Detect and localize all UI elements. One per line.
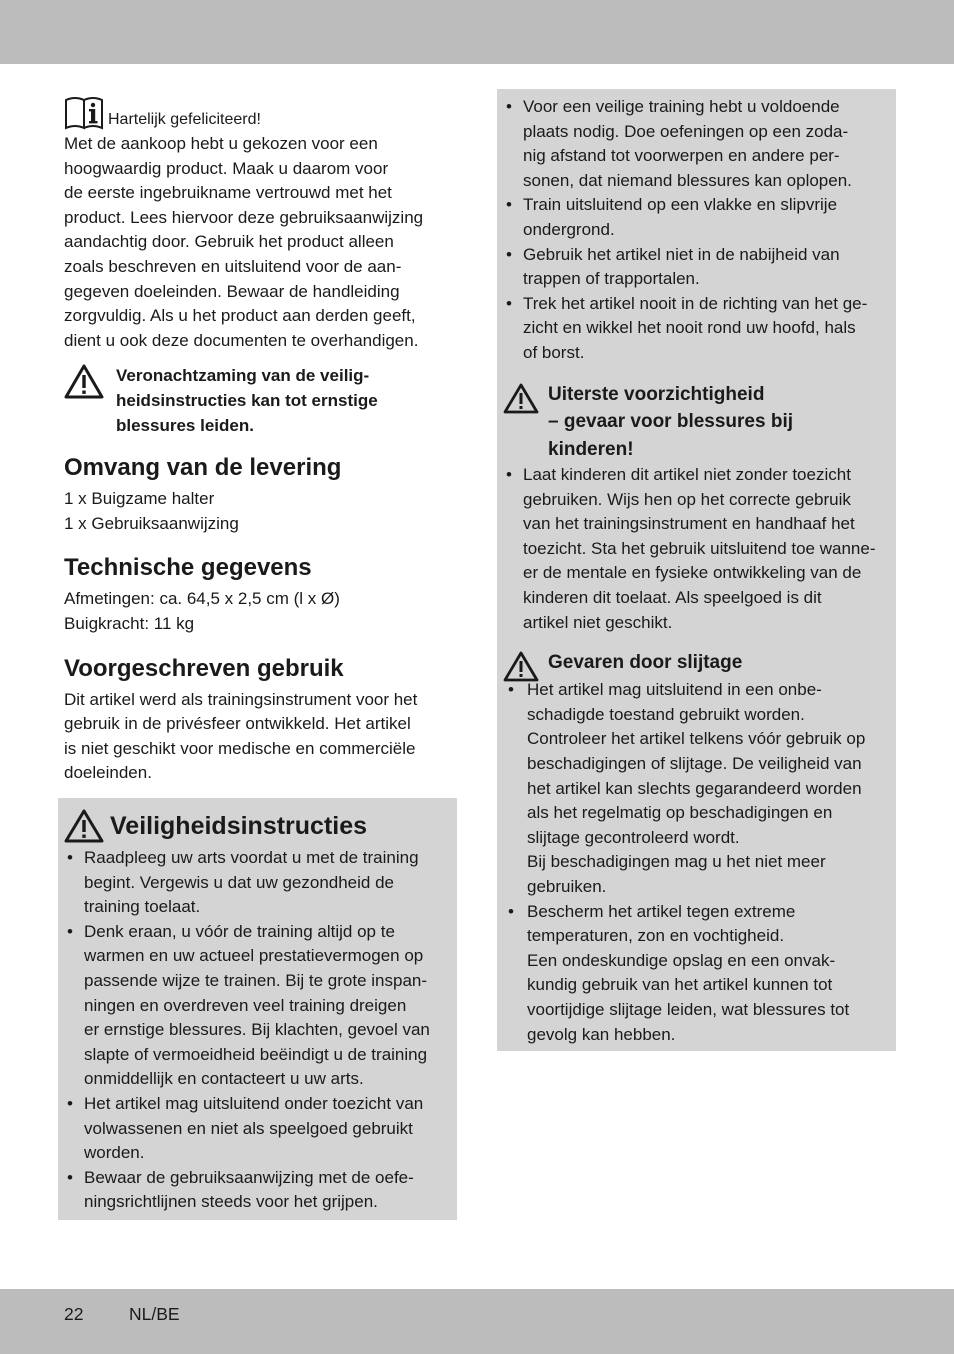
warning-triangle-icon <box>64 364 104 399</box>
line: voortijdige slijtage leiden, wat blessures tot <box>527 999 850 1019</box>
line: • Trek het artikel nooit in de richting van het ge- <box>523 293 868 313</box>
line: • Voor een veilige training hebt u voldoende <box>523 97 840 116</box>
intro-line: de eerste ingebruikname vertrouwd met het <box>64 183 392 203</box>
page-language: NL/BE <box>129 1304 180 1324</box>
line: of borst. <box>523 342 585 362</box>
intro-line: zorgvuldig. Als u het product aan derden geeft, <box>64 306 416 326</box>
line: warmen en uw actueel prestatievermogen op <box>84 946 424 966</box>
technisch-list <box>64 587 458 636</box>
list-item <box>503 678 896 899</box>
intro-line: product. Lees hiervoor deze gebruiksaanwijzing <box>64 207 424 227</box>
intro-line: hoogwaardig product. Maak u daarom voor <box>64 158 389 178</box>
line: er de mentale en fysieke ontwikkeling van de <box>523 563 862 583</box>
line: • Denk eraan, u vóór de training altijd op te <box>84 921 395 941</box>
omvang-item: 1 x Gebruiksaanwijzing <box>64 513 239 533</box>
line: zicht en wikkel het nooit rond uw hoofd, hals <box>523 318 856 338</box>
gebruik-heading: Voorgeschreven gebruik <box>64 654 344 682</box>
line: ningen en overdreven veel training dreigen <box>84 995 407 1015</box>
line: • Gebruik het artikel niet in de nabijheid van <box>523 244 840 264</box>
omvang-list <box>64 487 458 536</box>
line: gebruiken. Wijs hen op het correcte gebruik <box>523 489 851 509</box>
intro-warning <box>64 364 458 438</box>
list-item <box>503 95 896 193</box>
warning-triangle-icon <box>503 383 539 414</box>
page-number: 22 <box>64 1304 84 1324</box>
gebruik-line: is niet geschikt voor medische en commerciële <box>64 738 416 758</box>
line: onmiddellijk en contacteert u uw arts. <box>84 1069 364 1089</box>
line: Bij beschadigingen mag u het niet meer <box>527 852 826 872</box>
line: temperaturen, zon en vochtigheid. <box>527 926 785 946</box>
intro-greeting: Hartelijk gefeliciteerd! <box>108 111 261 128</box>
veiligheid-list <box>64 846 451 1215</box>
slijtage-heading: Gevaren door slijtage <box>548 652 743 674</box>
list-item <box>64 846 451 920</box>
line: beschadigingen of slijtage. De veiligheid van <box>527 753 862 773</box>
line: van het trainingsinstrument en handhaaf het <box>523 514 855 534</box>
left-column <box>64 96 458 786</box>
list-item <box>503 243 896 292</box>
technisch-heading: Technische gegevens <box>64 554 312 582</box>
line: gebruiken. <box>527 876 607 896</box>
line: plaats nodig. Doe oefeningen op een zoda- <box>523 121 849 141</box>
list-item <box>64 920 451 1092</box>
intro-line: dient u ook deze documenten te overhandigen. <box>64 330 419 350</box>
line: ondergrond. <box>523 219 615 239</box>
line: • Het artikel mag uitsluitend onder toezicht van <box>84 1093 424 1113</box>
line: slijtage gecontroleerd wordt. <box>527 827 740 847</box>
line: • Laat kinderen dit artikel niet zonder toezicht <box>523 465 851 485</box>
line: gevolg kan hebben. <box>527 1024 676 1044</box>
veiligheid-heading: Veiligheidsinstructies <box>110 812 368 840</box>
technisch-item: Buigkracht: 11 kg <box>64 613 195 633</box>
heading-line: – gevaar voor blessures bij <box>548 411 794 433</box>
line: • Het artikel mag uitsluitend in een onbe- <box>527 680 822 700</box>
kinderen-list <box>503 463 896 635</box>
list-item <box>503 463 896 635</box>
list-item <box>503 900 896 1048</box>
intro-text <box>64 132 458 353</box>
right-safety-list <box>503 95 896 366</box>
omvang-item: 1 x Buigzame halter <box>64 489 215 509</box>
line: volwassenen en niet als speelgoed gebruikt <box>84 1118 413 1138</box>
line: het artikel kan slechts gegarandeerd worden <box>527 778 862 798</box>
line: begint. Vergewis u dat uw gezondheid de <box>84 872 395 892</box>
line: passende wijze te trainen. Bij te grote inspan- <box>84 970 428 990</box>
omvang-heading: Omvang van de levering <box>64 454 342 482</box>
line: • Raadpleeg uw arts voordat u met de training <box>84 848 419 867</box>
line: Controleer het artikel telkens vóór gebruik op <box>527 729 866 749</box>
heading-line: Uiterste voorzichtigheid <box>548 383 765 405</box>
right-column-box <box>497 89 896 1051</box>
kinderen-heading-row <box>503 381 896 464</box>
warning-triangle-icon <box>64 809 104 843</box>
line: kinderen dit toelaat. Als speelgoed is dit <box>523 588 822 607</box>
warning-line: Veronachtzaming van de veilig- <box>116 366 370 386</box>
intro-line: aandachtig door. Gebruik het product alleen <box>64 232 394 252</box>
line: artikel niet geschikt. <box>523 612 673 632</box>
line: er ernstige blessures. Bij klachten, gevoel van <box>84 1020 430 1040</box>
gebruik-text <box>64 688 458 786</box>
gebruik-line: Dit artikel werd als trainingsinstrument voor het <box>64 689 418 709</box>
warning-line: blessures leiden. <box>116 415 254 435</box>
line: kundig gebruik van het artikel kunnen tot <box>527 975 833 995</box>
technisch-item: Afmetingen: ca. 64,5 x 2,5 cm (l x Ø) <box>64 589 340 609</box>
intro-line: zoals beschreven en uitsluitend voor de aan- <box>64 256 402 276</box>
line: sonen, dat niemand blessures kan oplopen. <box>523 170 852 190</box>
list-item <box>64 1092 451 1166</box>
line: • Bewaar de gebruiksaanwijzing met de oefe- <box>84 1167 414 1187</box>
line: slapte of vermoeidheid beëindigt u de training <box>84 1044 428 1064</box>
veiligheid-heading-row <box>64 806 451 846</box>
line: nig afstand tot voorwerpen en andere per- <box>523 146 840 166</box>
line: worden. <box>84 1143 145 1163</box>
list-item <box>503 193 896 242</box>
line: • Bescherm het artikel tegen extreme <box>527 901 796 921</box>
kinderen-heading <box>548 381 793 464</box>
intro-line: gegeven doeleinden. Bewaar de handleiding <box>64 281 400 301</box>
heading-line: kinderen! <box>548 438 634 460</box>
intro-greeting-line <box>64 96 458 132</box>
slijtage-list <box>503 678 896 1047</box>
line: toezicht. Sta het gebruik uitsluitend toe wanne- <box>523 538 876 558</box>
warning-line: heidsinstructies kan tot ernstige <box>116 390 378 410</box>
line: • Train uitsluitend op een vlakke en slipvrije <box>523 195 838 215</box>
intro-warning-text <box>116 364 436 438</box>
line: training toelaat. <box>84 897 201 917</box>
list-item <box>64 1166 451 1215</box>
gebruik-line: doeleinden. <box>64 763 152 783</box>
line: als het regelmatig op beschadigingen en <box>527 803 833 823</box>
header-band <box>0 0 954 64</box>
intro-line: Met de aankoop hebt u gekozen voor een <box>64 134 378 153</box>
gebruik-line: gebruik in de privésfeer ontwikkeld. Het artikel <box>64 714 411 734</box>
line: trappen of trapportalen. <box>523 269 700 289</box>
line: Een ondeskundige opslag en een onvak- <box>527 950 836 970</box>
line: ningsrichtlijnen steeds voor het grijpen. <box>84 1192 378 1212</box>
list-item <box>503 292 896 366</box>
manual-info-icon <box>64 96 106 132</box>
veiligheid-box <box>58 798 457 1220</box>
line: schadigde toestand gebruikt worden. <box>527 704 805 724</box>
